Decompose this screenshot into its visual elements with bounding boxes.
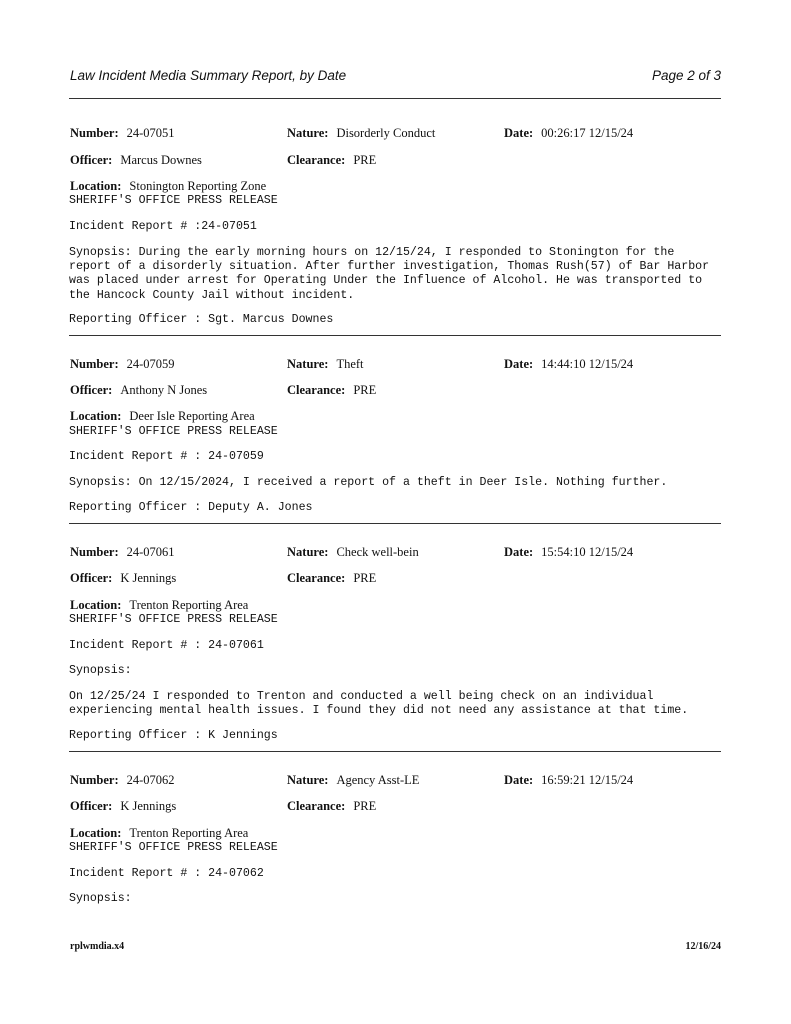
officer-value: K Jennings xyxy=(120,571,177,585)
location-label: Location: xyxy=(70,179,122,193)
nature-value: Check well-bein xyxy=(336,545,419,559)
footer-print-date: 12/16/24 xyxy=(685,941,721,952)
incident-officer xyxy=(70,383,207,398)
incident-officer xyxy=(70,799,176,814)
date-label: Date: xyxy=(504,545,534,559)
press-release-line: SHERIFF'S OFFICE PRESS RELEASE xyxy=(69,194,278,207)
date-value: 14:44:10 12/15/24 xyxy=(541,357,634,371)
incident-report-line: Incident Report # : 24-07061 xyxy=(69,639,264,652)
incident-clearance xyxy=(287,799,376,814)
incident-location xyxy=(70,179,266,194)
reporting-officer-line: Reporting Officer : Deputy A. Jones xyxy=(69,501,313,514)
press-release-line: SHERIFF'S OFFICE PRESS RELEASE xyxy=(69,613,278,626)
clearance-label: Clearance: xyxy=(287,153,346,167)
officer-label: Officer: xyxy=(70,571,113,585)
nature-value: Disorderly Conduct xyxy=(336,126,436,140)
location-value: Deer Isle Reporting Area xyxy=(129,409,255,423)
incident-number xyxy=(70,357,175,372)
incident-officer xyxy=(70,153,202,168)
incident-number xyxy=(70,545,175,560)
nature-label: Nature: xyxy=(287,773,329,787)
press-release-line: SHERIFF'S OFFICE PRESS RELEASE xyxy=(69,425,278,438)
reporting-officer-line: Reporting Officer : K Jennings xyxy=(69,729,278,742)
incident-clearance xyxy=(287,383,376,398)
date-value: 00:26:17 12/15/24 xyxy=(541,126,634,140)
clearance-label: Clearance: xyxy=(287,383,346,397)
incident-divider xyxy=(69,523,721,524)
incident-clearance xyxy=(287,571,376,586)
date-label: Date: xyxy=(504,357,534,371)
nature-label: Nature: xyxy=(287,126,329,140)
reporting-officer-line: Reporting Officer : Sgt. Marcus Downes xyxy=(69,313,334,326)
incident-divider xyxy=(69,751,721,752)
location-label: Location: xyxy=(70,598,122,612)
press-release-line: SHERIFF'S OFFICE PRESS RELEASE xyxy=(69,841,278,854)
incident-number xyxy=(70,773,175,788)
incident-date xyxy=(504,126,633,141)
location-label: Location: xyxy=(70,409,122,423)
nature-label: Nature: xyxy=(287,357,329,371)
number-label: Number: xyxy=(70,773,119,787)
header-divider xyxy=(69,98,721,99)
number-value: 24-07051 xyxy=(126,126,175,140)
incident-report-line: Incident Report # :24-07051 xyxy=(69,220,257,233)
clearance-value: PRE xyxy=(353,571,377,585)
incident-number xyxy=(70,126,175,141)
nature-label: Nature: xyxy=(287,545,329,559)
officer-label: Officer: xyxy=(70,383,113,397)
location-value: Trenton Reporting Area xyxy=(129,598,249,612)
clearance-value: PRE xyxy=(353,153,377,167)
clearance-label: Clearance: xyxy=(287,571,346,585)
date-label: Date: xyxy=(504,773,534,787)
number-value: 24-07059 xyxy=(126,357,175,371)
date-value: 16:59:21 12/15/24 xyxy=(541,773,634,787)
clearance-value: PRE xyxy=(353,799,377,813)
nature-value: Theft xyxy=(336,357,364,371)
date-value: 15:54:10 12/15/24 xyxy=(541,545,634,559)
narrative-text: On 12/25/24 I responded to Trenton and conducted a well being check on an individual experiencing mental health issues. I found they did not need any assistance at that time. xyxy=(69,690,689,718)
synopsis-text: Synopsis: During the early morning hours on 12/15/24, I responded to Stonington for the report of a disorderly situation. After further investigation, Thomas Rush(57) of Bar Harbor was placed under arrest for Operating Under the Influence of Alcohol. He was transported to the Hancock County Jail without incident. xyxy=(69,246,710,302)
location-value: Stonington Reporting Zone xyxy=(129,179,267,193)
synopsis-text: Synopsis: On 12/15/2024, I received a report of a theft in Deer Isle. Nothing further. xyxy=(69,476,668,489)
incident-report-line: Incident Report # : 24-07059 xyxy=(69,450,264,463)
officer-value: Anthony N Jones xyxy=(120,383,208,397)
incident-nature xyxy=(287,773,419,788)
incident-officer xyxy=(70,571,176,586)
nature-value: Agency Asst-LE xyxy=(336,773,420,787)
clearance-value: PRE xyxy=(353,383,377,397)
number-value: 24-07062 xyxy=(126,773,175,787)
officer-value: Marcus Downes xyxy=(120,153,202,167)
footer-program-id: rplwmdia.x4 xyxy=(70,941,125,952)
incident-divider xyxy=(69,335,721,336)
officer-value: K Jennings xyxy=(120,799,177,813)
incident-location xyxy=(70,826,248,841)
number-label: Number: xyxy=(70,357,119,371)
incident-date xyxy=(504,773,633,788)
location-value: Trenton Reporting Area xyxy=(129,826,249,840)
incident-location xyxy=(70,598,248,613)
location-label: Location: xyxy=(70,826,122,840)
date-label: Date: xyxy=(504,126,534,140)
number-label: Number: xyxy=(70,126,119,140)
number-label: Number: xyxy=(70,545,119,559)
incident-date xyxy=(504,357,633,372)
synopsis-text: Synopsis: xyxy=(69,892,132,905)
report-title: Law Incident Media Summary Report, by Date xyxy=(70,68,347,83)
officer-label: Officer: xyxy=(70,799,113,813)
synopsis-text: Synopsis: xyxy=(69,664,132,677)
incident-nature xyxy=(287,126,435,141)
incident-clearance xyxy=(287,153,376,168)
incident-nature xyxy=(287,545,419,560)
page-indicator: Page 2 of 3 xyxy=(651,68,721,83)
clearance-label: Clearance: xyxy=(287,799,346,813)
officer-label: Officer: xyxy=(70,153,113,167)
number-value: 24-07061 xyxy=(126,545,175,559)
incident-report-line: Incident Report # : 24-07062 xyxy=(69,867,264,880)
incident-nature xyxy=(287,357,364,372)
incident-date xyxy=(504,545,633,560)
incident-location xyxy=(70,409,255,424)
